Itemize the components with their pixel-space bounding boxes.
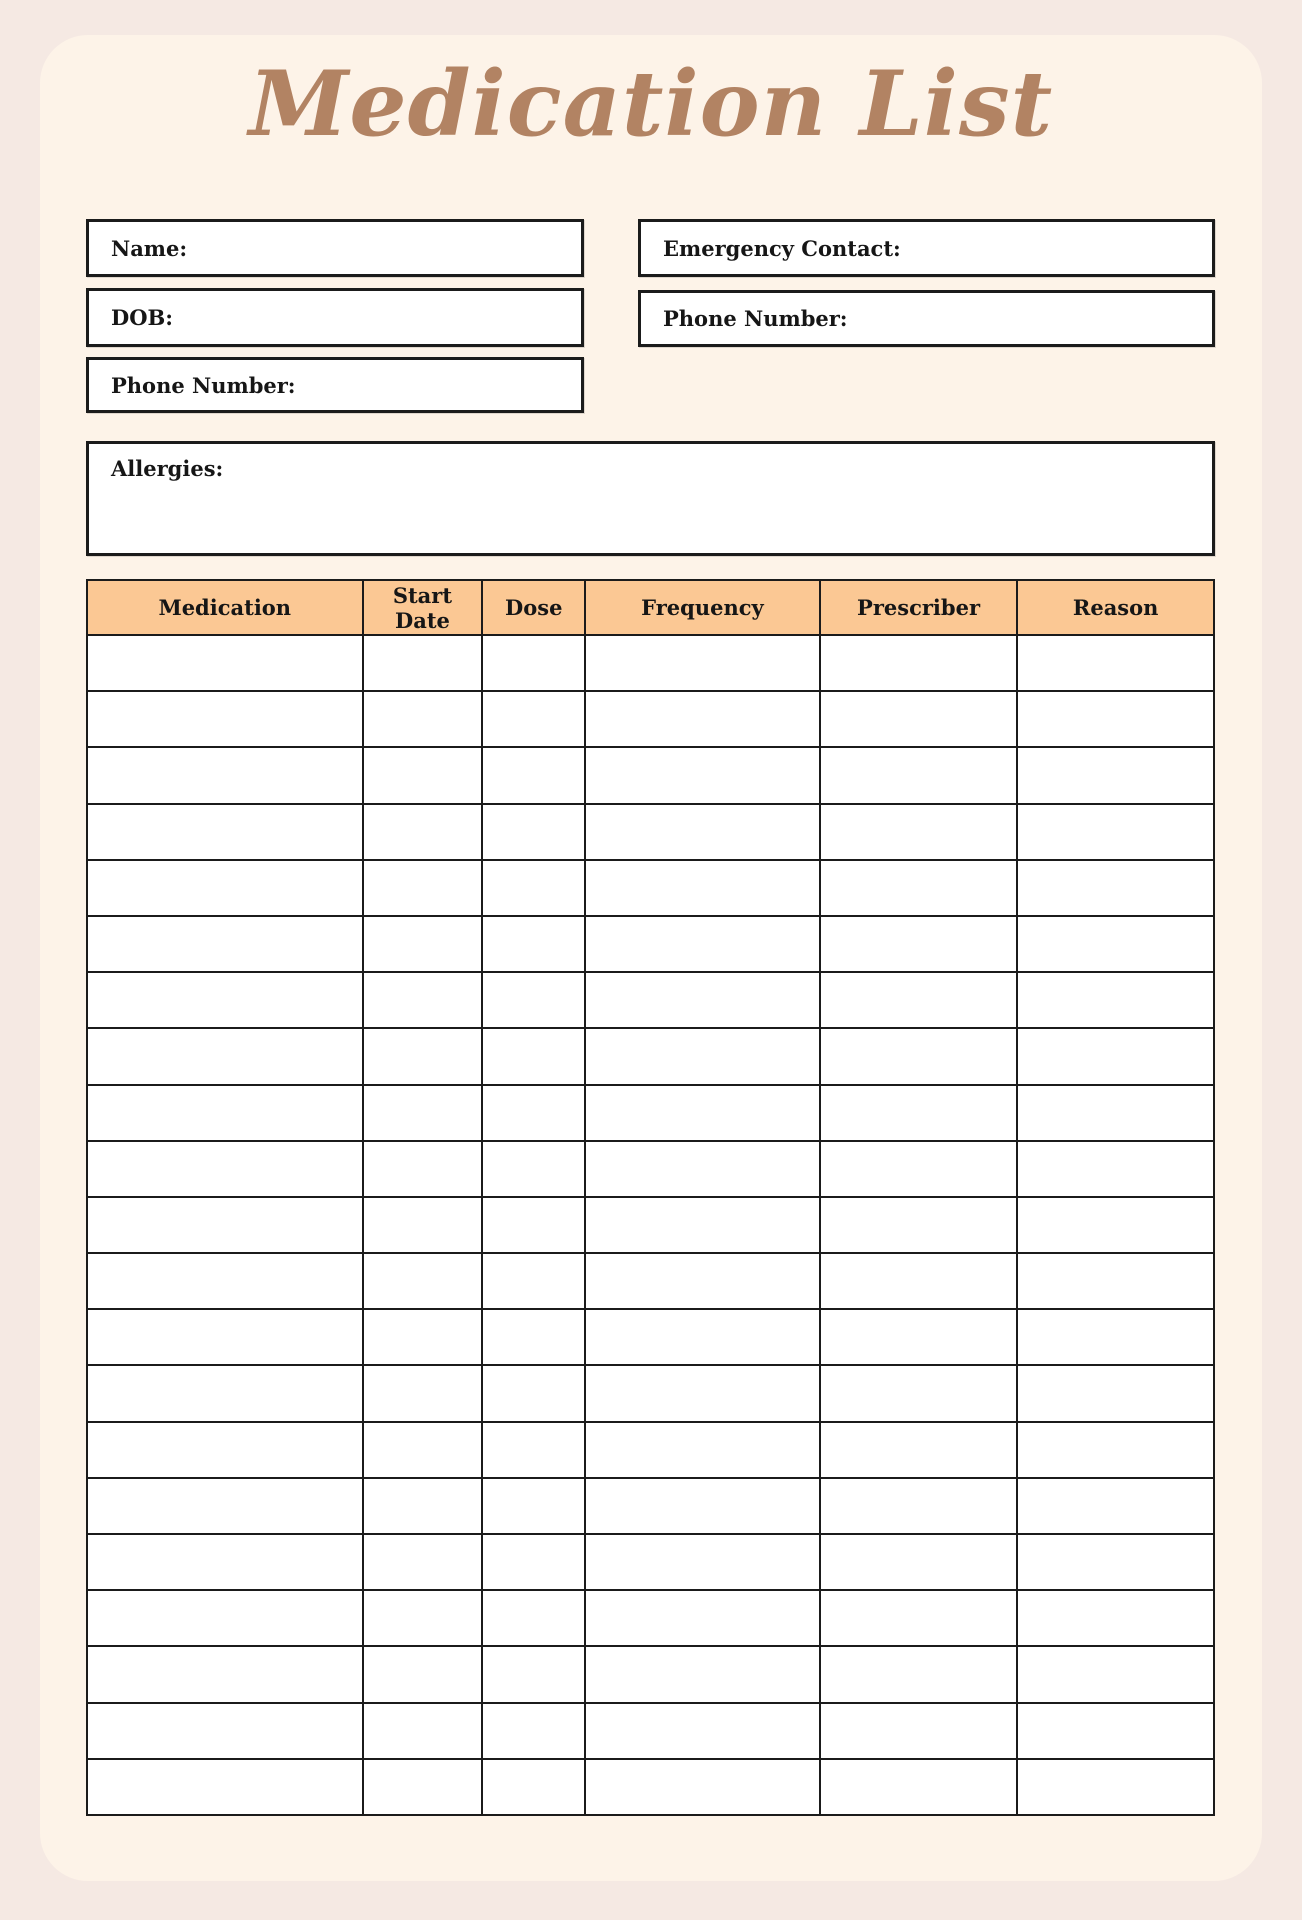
table-cell[interactable]: [1017, 1085, 1214, 1141]
table-cell[interactable]: [363, 916, 483, 972]
table-cell[interactable]: [820, 1309, 1018, 1365]
table-cell[interactable]: [87, 1085, 363, 1141]
table-cell[interactable]: [482, 1534, 585, 1590]
table-cell[interactable]: [87, 1365, 363, 1421]
table-cell[interactable]: [820, 635, 1018, 691]
table-cell[interactable]: [1017, 1253, 1214, 1309]
table-cell[interactable]: [363, 1759, 483, 1815]
table-cell[interactable]: [1017, 860, 1214, 916]
table-cell[interactable]: [87, 804, 363, 860]
table-cell[interactable]: [87, 1703, 363, 1759]
emergency-phone-field-label: Phone Number:: [663, 306, 848, 331]
table-cell[interactable]: [585, 1309, 820, 1365]
table-cell[interactable]: [482, 1646, 585, 1702]
table-cell[interactable]: [820, 1534, 1018, 1590]
emergency-phone-field[interactable]: [638, 290, 1215, 347]
table-row: [87, 1028, 1214, 1084]
table-cell[interactable]: [820, 1478, 1018, 1534]
header-dose: Dose: [482, 580, 585, 635]
name-field-label: Name:: [111, 235, 188, 261]
table-cell[interactable]: [363, 691, 483, 747]
table-cell[interactable]: [820, 1141, 1018, 1197]
header-frequency: Frequency: [585, 580, 820, 635]
table-cell[interactable]: [1017, 1422, 1214, 1478]
table-cell[interactable]: [363, 635, 483, 691]
table-cell[interactable]: [363, 1703, 483, 1759]
table-cell[interactable]: [1017, 1365, 1214, 1421]
table-cell[interactable]: [1017, 916, 1214, 972]
table-cell[interactable]: [363, 1590, 483, 1646]
table-cell[interactable]: [585, 1646, 820, 1702]
table-row: [87, 1590, 1214, 1646]
table-cell[interactable]: [363, 1422, 483, 1478]
table-cell[interactable]: [585, 804, 820, 860]
emergency-contact-field[interactable]: [638, 219, 1215, 277]
table-cell[interactable]: [87, 1141, 363, 1197]
table-cell[interactable]: [585, 1197, 820, 1253]
table-cell[interactable]: [820, 1590, 1018, 1646]
table-cell[interactable]: [1017, 1534, 1214, 1590]
dob-field[interactable]: [86, 288, 584, 347]
table-cell[interactable]: [1017, 1703, 1214, 1759]
table-cell[interactable]: [363, 1534, 483, 1590]
table-cell[interactable]: [820, 804, 1018, 860]
table-row: [87, 1646, 1214, 1702]
table-cell[interactable]: [1017, 1141, 1214, 1197]
table-cell[interactable]: [820, 691, 1018, 747]
table-cell[interactable]: [363, 1028, 483, 1084]
table-row: [87, 635, 1214, 691]
table-cell[interactable]: [585, 1085, 820, 1141]
table-cell[interactable]: [363, 1197, 483, 1253]
header-start-date: Start Date: [363, 580, 483, 635]
table-cell[interactable]: [87, 1590, 363, 1646]
table-cell[interactable]: [1017, 1646, 1214, 1702]
table-cell[interactable]: [585, 747, 820, 803]
table-cell[interactable]: [1017, 804, 1214, 860]
table-cell[interactable]: [1017, 1028, 1214, 1084]
table-cell[interactable]: [820, 1646, 1018, 1702]
table-cell[interactable]: [482, 1197, 585, 1253]
allergies-field-label: Allergies:: [111, 456, 224, 481]
table-cell[interactable]: [363, 972, 483, 1028]
table-row: [87, 1197, 1214, 1253]
table-cell[interactable]: [585, 1028, 820, 1084]
table-cell[interactable]: [1017, 635, 1214, 691]
table-cell[interactable]: [585, 691, 820, 747]
table-row: [87, 1534, 1214, 1590]
medication-table-body: [87, 635, 1214, 1815]
table-cell[interactable]: [363, 1085, 483, 1141]
table-cell[interactable]: [820, 1197, 1018, 1253]
table-cell[interactable]: [1017, 747, 1214, 803]
table-cell[interactable]: [87, 1422, 363, 1478]
table-row: [87, 1253, 1214, 1309]
table-cell[interactable]: [87, 1759, 363, 1815]
table-row: [87, 747, 1214, 803]
table-cell[interactable]: [363, 1309, 483, 1365]
table-cell[interactable]: [482, 1253, 585, 1309]
table-cell[interactable]: [585, 635, 820, 691]
table-cell[interactable]: [87, 1646, 363, 1702]
table-row: [87, 1365, 1214, 1421]
table-cell[interactable]: [87, 1253, 363, 1309]
table-row: [87, 804, 1214, 860]
medication-table-header: [87, 580, 1214, 635]
table-cell[interactable]: [482, 747, 585, 803]
table-cell[interactable]: [1017, 1197, 1214, 1253]
table-cell[interactable]: [1017, 1590, 1214, 1646]
table-row: [87, 1703, 1214, 1759]
table-cell[interactable]: [482, 1309, 585, 1365]
table-cell[interactable]: [363, 1365, 483, 1421]
table-row: [87, 1085, 1214, 1141]
table-cell[interactable]: [820, 1028, 1018, 1084]
table-cell[interactable]: [482, 804, 585, 860]
table-row: [87, 972, 1214, 1028]
table-cell[interactable]: [585, 1253, 820, 1309]
table-cell[interactable]: [585, 972, 820, 1028]
table-cell[interactable]: [585, 916, 820, 972]
table-cell[interactable]: [482, 691, 585, 747]
table-cell[interactable]: [87, 916, 363, 972]
table-row: [87, 1141, 1214, 1197]
header-medication: Medication: [87, 580, 363, 635]
table-cell[interactable]: [482, 635, 585, 691]
table-cell[interactable]: [87, 635, 363, 691]
table-cell[interactable]: [482, 1422, 585, 1478]
table-cell[interactable]: [482, 916, 585, 972]
allergies-field[interactable]: [86, 441, 1215, 556]
table-row: [87, 691, 1214, 747]
table-cell[interactable]: [585, 1141, 820, 1197]
table-cell[interactable]: [87, 1478, 363, 1534]
table-cell[interactable]: [820, 860, 1018, 916]
page-title: Medication List: [248, 51, 1054, 157]
table-cell[interactable]: [820, 972, 1018, 1028]
table-cell[interactable]: [482, 1703, 585, 1759]
table-cell[interactable]: [820, 1422, 1018, 1478]
table-cell[interactable]: [820, 747, 1018, 803]
table-cell[interactable]: [363, 1253, 483, 1309]
medication-table: [86, 579, 1215, 1816]
table-cell[interactable]: [87, 691, 363, 747]
table-cell[interactable]: [585, 1534, 820, 1590]
table-row: [87, 916, 1214, 972]
table-cell[interactable]: [585, 1759, 820, 1815]
table-cell[interactable]: [1017, 972, 1214, 1028]
name-field[interactable]: [86, 219, 584, 277]
table-cell[interactable]: [585, 1703, 820, 1759]
table-row: [87, 1478, 1214, 1534]
table-cell[interactable]: [482, 1478, 585, 1534]
table-cell[interactable]: [1017, 1309, 1214, 1365]
table-cell[interactable]: [482, 1759, 585, 1815]
table-cell[interactable]: [585, 1590, 820, 1646]
emergency-contact-field-label: Emergency Contact:: [663, 235, 901, 261]
table-cell[interactable]: [87, 972, 363, 1028]
table-cell[interactable]: [363, 1141, 483, 1197]
table-cell[interactable]: [482, 1365, 585, 1421]
phone-number-field[interactable]: [86, 357, 584, 413]
table-cell[interactable]: [820, 1253, 1018, 1309]
table-cell[interactable]: [820, 1759, 1018, 1815]
table-cell[interactable]: [482, 1590, 585, 1646]
table-row: [87, 860, 1214, 916]
table-cell[interactable]: [820, 916, 1018, 972]
table-cell[interactable]: [1017, 691, 1214, 747]
table-cell[interactable]: [363, 1646, 483, 1702]
table-cell[interactable]: [585, 1478, 820, 1534]
table-cell[interactable]: [87, 1028, 363, 1084]
table-row: [87, 1309, 1214, 1365]
table-cell[interactable]: [820, 1085, 1018, 1141]
table-cell[interactable]: [585, 860, 820, 916]
table-row: [87, 1422, 1214, 1478]
table-cell[interactable]: [482, 972, 585, 1028]
table-cell[interactable]: [585, 1365, 820, 1421]
table-cell[interactable]: [363, 747, 483, 803]
table-cell[interactable]: [87, 1534, 363, 1590]
table-cell[interactable]: [1017, 1478, 1214, 1534]
table-cell[interactable]: [363, 860, 483, 916]
table-cell[interactable]: [87, 747, 363, 803]
table-cell[interactable]: [87, 1197, 363, 1253]
header-reason: Reason: [1017, 580, 1214, 635]
table-cell[interactable]: [482, 1028, 585, 1084]
form-card: [40, 35, 1262, 1881]
table-cell[interactable]: [482, 1085, 585, 1141]
table-cell[interactable]: [363, 804, 483, 860]
table-cell[interactable]: [87, 1309, 363, 1365]
table-cell[interactable]: [585, 1422, 820, 1478]
table-row: [87, 1759, 1214, 1815]
table-cell[interactable]: [87, 860, 363, 916]
phone-number-field-label: Phone Number:: [111, 372, 296, 398]
table-cell[interactable]: [482, 860, 585, 916]
dob-field-label: DOB:: [111, 305, 174, 330]
table-cell[interactable]: [820, 1365, 1018, 1421]
table-cell[interactable]: [482, 1141, 585, 1197]
table-cell[interactable]: [1017, 1759, 1214, 1815]
header-prescriber: Prescriber: [820, 580, 1018, 635]
table-cell[interactable]: [820, 1703, 1018, 1759]
table-cell[interactable]: [363, 1478, 483, 1534]
